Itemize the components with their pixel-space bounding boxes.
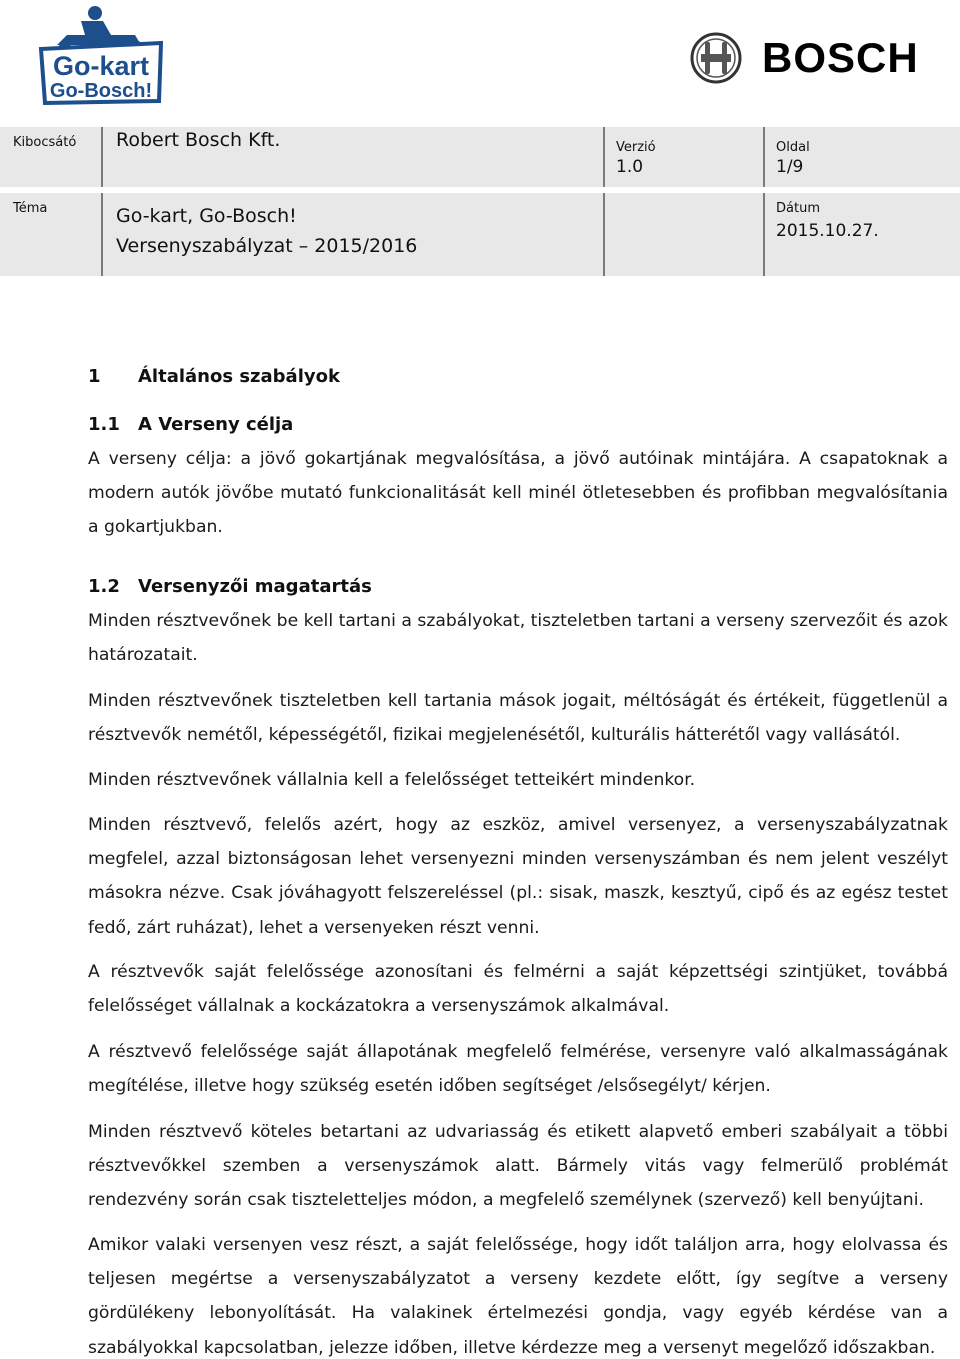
section-1-number: 1	[88, 366, 101, 387]
gokart-logo-line2: Go-Bosch!	[49, 80, 153, 102]
section-1-2-heading	[88, 576, 372, 597]
document-header-table	[0, 127, 960, 276]
section-1-heading	[88, 366, 340, 387]
gokart-logo	[37, 5, 165, 105]
paragraph: Minden résztvevőnek tiszteletben kell tartania mások jogait, méltóságát és értékeit, függetlenül a résztvevők nemétől, képességétől, fizikai megjelenésétől, kulturális hátterétől vagy vallásától.	[88, 691, 948, 746]
section-1-2-number: 1.2	[88, 576, 120, 597]
section-1-title: Általános szabályok	[138, 366, 340, 387]
section-1-1-title: A Verseny célja	[138, 414, 294, 435]
gokart-emblem-icon	[37, 5, 165, 105]
header-row-customer	[0, 127, 960, 187]
gokart-logo-line1: Go-kart	[52, 51, 150, 81]
bosch-armature-icon	[690, 32, 742, 84]
bosch-logo	[690, 30, 919, 86]
topic-line2: Versenyszabályzat – 2015/2016	[116, 235, 418, 257]
header-divider	[763, 127, 765, 187]
paragraph: Minden résztvevő köteles betartani az udvariasság és etikett alapvető emberi szabályait a többi résztvevőkkel szemben a versenyszámok alatt. Bármely vitás vagy felmerülő problémát rendezvény során csak tiszteletteljes módon, a megfelelő személynek (szervező) kell benyújtani.	[88, 1122, 948, 1211]
page-value: 1/9	[776, 157, 804, 177]
paragraph: Minden résztvevőnek be kell tartani a szabályokat, tiszteletben tartani a verseny szervezőit és azok határozatait.	[88, 611, 948, 666]
paragraph: Minden résztvevő, felelős azért, hogy az eszköz, amivel versenyez, a versenyszabályzatnak megfelel, azzal biztonságosan lehet versenyezni minden versenyszámban és nem jelent veszélyt másokra nézve. Csak jóváhagyott felszereléssel (pl.: sisak, maszk, kesztyű, cipő és az egész testet fedő, zárt ruházat), lehet a versenyeken részt venni.	[88, 815, 948, 938]
bosch-wordmark: BOSCH	[762, 34, 919, 81]
header-divider	[763, 193, 765, 276]
header-divider	[101, 127, 103, 187]
date-value: 2015.10.27.	[776, 221, 879, 241]
version-value: 1.0	[616, 157, 644, 177]
header-divider	[603, 193, 605, 276]
topic-label: Téma	[13, 201, 48, 216]
section-1-1-heading	[88, 414, 293, 435]
header-row-topic	[0, 193, 960, 276]
paragraph: Amikor valaki versenyen vesz részt, a saját felelőssége, hogy időt találjon arra, hogy elolvassa és teljesen megértse a versenyszabályzatot a verseny kezdete előtt, így segítve a verseny gördülékeny lebonyolítását. Ha valakinek értelmezési gondja, vagy egyéb kérdése van a szabályokkal kapcsolatban, jelezze időben, illetve kérdezze meg a versenyt megelőző időszakban.	[88, 1235, 948, 1358]
header-divider	[603, 127, 605, 187]
header-divider	[101, 193, 103, 276]
customer-value: Robert Bosch Kft.	[116, 129, 281, 151]
section-1-1-body: A verseny célja: a jövő gokartjának megvalósítása, a jövő autóinak mintájára. A csapatoknak a modern autók jövőbe mutató funkcionalitását kell minél ötletesebben és profibban megvalósítania a gokartjukban.	[88, 449, 948, 538]
date-label: Dátum	[776, 201, 820, 216]
version-label: Verzió	[616, 140, 656, 155]
section-1-1-number: 1.1	[88, 414, 120, 435]
customer-label: Kibocsátó	[13, 135, 77, 150]
paragraph: A résztvevő felelőssége saját állapotának megfelelő felmérése, versenyre való alkalmasságának megítélése, illetve hogy szükség esetén időben segítséget /elsősegélyt/ kérjen.	[88, 1042, 948, 1097]
topic-line1: Go-kart, Go-Bosch!	[116, 205, 297, 227]
paragraph: A résztvevők saját felelőssége azonosítani és felmérni a saját képzettségi szintjüket, továbbá felelősséget vállalnak a kockázatokra a versenyszámok alkalmával.	[88, 962, 948, 1017]
page-label: Oldal	[776, 140, 810, 155]
paragraph: Minden résztvevőnek vállalnia kell a felelősséget tetteikért mindenkor.	[88, 770, 696, 790]
section-1-2-title: Versenyzői magatartás	[138, 576, 372, 597]
